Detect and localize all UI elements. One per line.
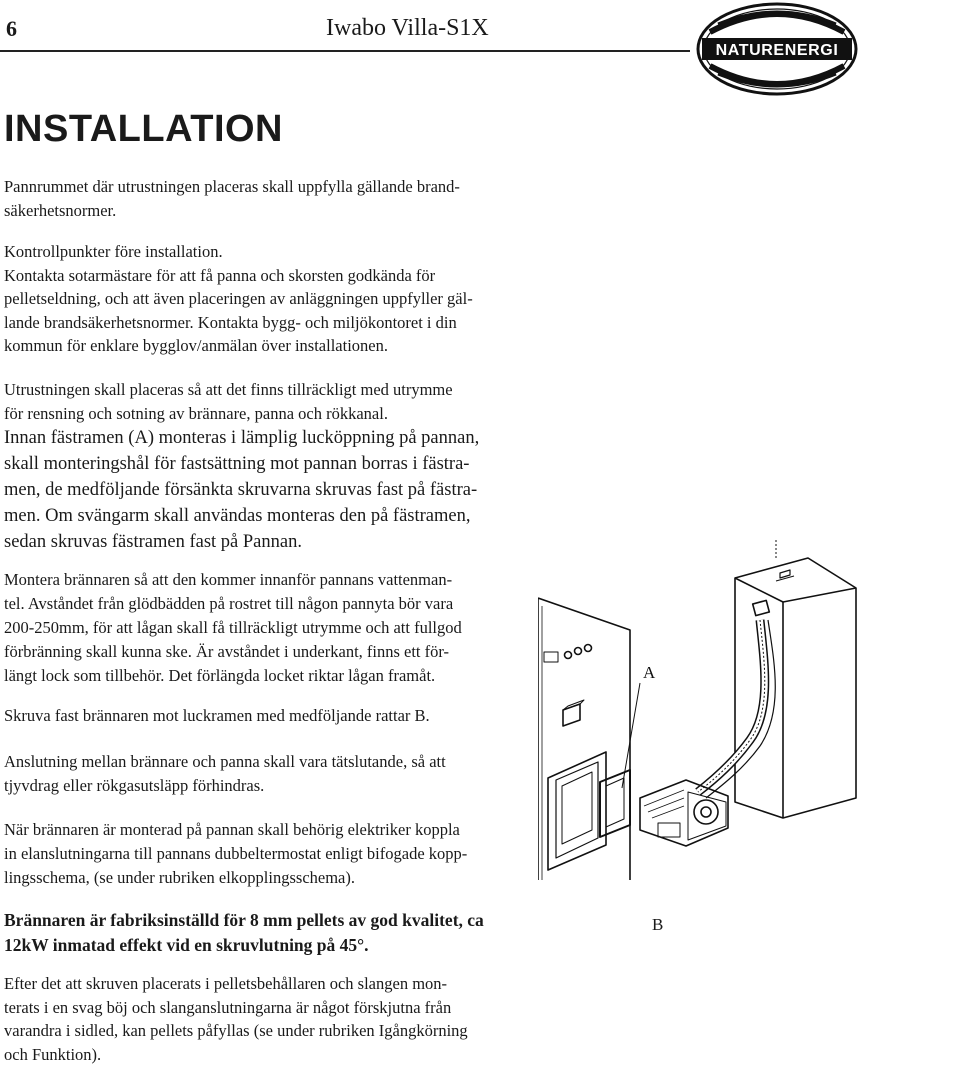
paragraph-6 — [4, 704, 430, 728]
text-line: skall monteringshål för fastsättning mot pannan borras i fästra- — [4, 451, 479, 477]
text-line: terats i en svag böj och slanganslutningarna är något förskjutna från — [4, 996, 468, 1020]
header-rule — [0, 50, 690, 52]
text-line: Brännaren är fabriksinställd för 8 mm pellets av god kvalitet, ca — [4, 908, 484, 933]
page-number: 6 — [6, 16, 17, 42]
paragraph-5 — [4, 568, 462, 688]
text-line: 12kW inmatad effekt vid en skruvlutning på 45°. — [4, 933, 484, 958]
burner-unit — [640, 780, 728, 846]
text-line: Utrustningen skall placeras så att det finns tillräckligt med utrymme — [4, 378, 453, 402]
paragraph-1 — [4, 175, 460, 222]
paragraph-10 — [4, 972, 468, 1066]
text-line: och Funktion). — [4, 1043, 468, 1066]
text-line: kommun för enklare bygglov/anmälan över installationen. — [4, 334, 473, 358]
label-b-caption: B — [652, 915, 663, 935]
paragraph-4 — [4, 425, 479, 555]
naturenergi-logo — [696, 2, 858, 96]
feed-hose — [698, 600, 775, 798]
text-line: men. Om svängarm skall användas monteras den på fästramen, — [4, 503, 479, 529]
text-line: tjyvdrag eller rökgasutsläpp förhindras. — [4, 774, 446, 798]
text-line: för rensning och sotning av brännare, panna och rökkanal. — [4, 402, 453, 426]
text-line: lande brandsäkerhetsnormer. Kontakta bygg- och miljökontoret i din — [4, 311, 473, 335]
paragraph-3 — [4, 378, 453, 425]
mounting-frame-a — [600, 770, 630, 837]
text-line: När brännaren är monterad på pannan skall behörig elektriker koppla — [4, 818, 467, 842]
text-line: Montera brännaren så att den kommer innanför pannans vattenman- — [4, 568, 462, 592]
text-line: in elanslutningarna till pannans dubbeltermostat enligt bifogade kopp- — [4, 842, 467, 866]
text-line: pelletseldning, och att även placeringen av anläggningen uppfyller gäl- — [4, 287, 473, 311]
text-line: förbränning skall kunna ske. Är avståndet i underkant, finns ett för- — [4, 640, 462, 664]
text-line: men, de medföljande försänkta skruvarna skruvas fast på fästra- — [4, 477, 479, 503]
text-line: Efter det att skruven placerats i pelletsbehållaren och slangen mon- — [4, 972, 468, 996]
text-line: Pannrummet där utrustningen placeras skall uppfylla gällande brand- — [4, 175, 460, 199]
paragraph-9-bold — [4, 908, 484, 958]
text-line: sedan skruvas fästramen fast på Pannan. — [4, 529, 479, 555]
text-line: 200-250mm, för att lågan skall få tillräckligt utrymme och att fullgod — [4, 616, 462, 640]
text-line: varandra i sidled, kan pellets påfyllas (se under rubriken Igångkörning — [4, 1019, 468, 1043]
pellet-hopper — [735, 558, 856, 818]
paragraph-7 — [4, 750, 446, 798]
document-title: Iwabo Villa-S1X — [326, 15, 489, 42]
text-line: tel. Avståndet från glödbädden på rostret till någon pannyta bör vara — [4, 592, 462, 616]
text-line: Kontrollpunkter före installation. — [4, 240, 473, 264]
text-line: Kontakta sotarmästare för att få panna och skorsten godkända för — [4, 264, 473, 288]
text-line: lingsschema, (se under rubriken elkopplingsschema). — [4, 866, 467, 890]
section-heading: INSTALLATION — [4, 108, 283, 151]
label-a: A — [643, 663, 656, 682]
paragraph-2 — [4, 240, 473, 358]
boiler — [538, 598, 630, 880]
text-line: Anslutning mellan brännare och panna skall vara tätslutande, så att — [4, 750, 446, 774]
paragraph-8 — [4, 818, 467, 890]
text-line: Innan fästramen (A) monteras i lämplig lucköppning på pannan, — [4, 425, 479, 451]
text-line: längt lock som tillbehör. Det förlängda locket riktar lågan framåt. — [4, 664, 462, 688]
text-line: Skruva fast brännaren mot luckramen med medföljande rattar B. — [4, 704, 430, 728]
text-line: säkerhetsnormer. — [4, 199, 460, 223]
logo-text: NATURENERGI — [716, 42, 839, 59]
burner-installation-illustration — [538, 540, 960, 895]
